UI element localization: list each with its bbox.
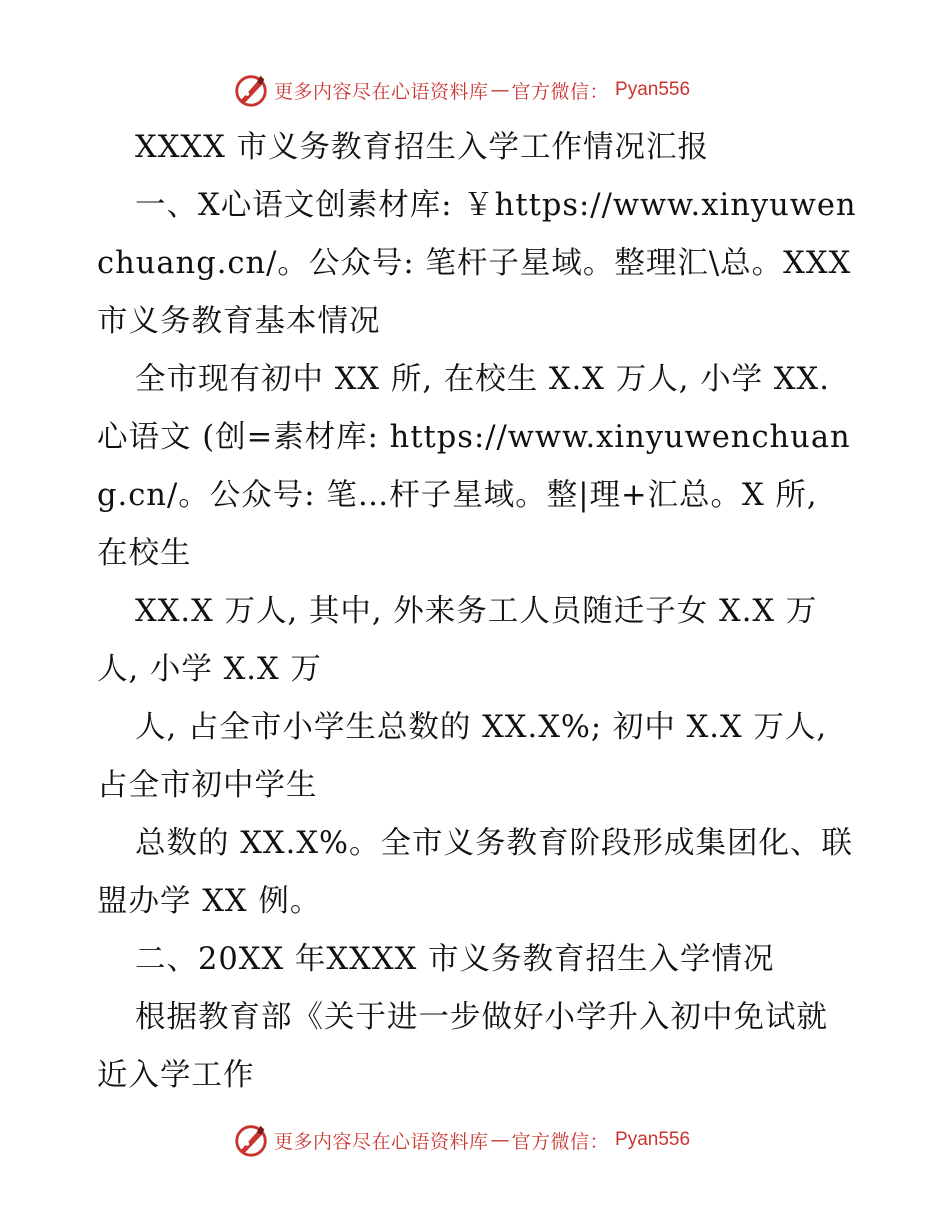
pen-logo-icon: [232, 71, 270, 109]
banner-wechat-label: 官方微信：: [511, 1130, 610, 1153]
banner-wechat-label: 官方微信：: [511, 80, 610, 103]
paragraph-school-count: 全市现有初中 XX 所, 在校生 X.X 万人, 小学 XX.心语文 (创=素材库: https://www.xinyuwenchuang.cn/。公众号: 笔…杆子星域。整|理+汇总。X 所, 在校生: [97, 362, 851, 571]
banner-separator: —: [490, 1129, 510, 1151]
paragraph-section-one: 一、X心语文创素材库: ￥https://www.xinyuwenchuang.cn/。公众号: 笔杆子星域。整理汇\总。XXX 市义务教育基本情况: [97, 188, 857, 339]
paragraph-policy: 根据教育部《关于进一步做好小学升入初中免试就近入学工作: [97, 1000, 828, 1093]
paragraph-primary-share: 人, 占全市小学生总数的 XX.X%; 初中 X.X 万人, 占全市初中学生: [97, 710, 828, 803]
section-two-heading: 二、20XX 年XXXX 市义务教育招生入学情况: [135, 942, 775, 977]
banner-separator: —: [490, 79, 510, 101]
pen-logo-icon: [232, 1121, 270, 1159]
paragraph-group-schools: 总数的 XX.X%。全市义务教育阶段形成集团化、联盟办学 XX 例。: [97, 826, 854, 919]
banner-wechat-id: Pyan556: [615, 79, 691, 100]
paragraph-migrant-students: XX.X 万人, 其中, 外来务工人员随迁子女 X.X 万人, 小学 X.X 万: [97, 594, 818, 687]
footer-banner: [232, 1120, 752, 1160]
banner-text: 更多内容尽在心语资料库: [274, 1130, 489, 1153]
banner-text: 更多内容尽在心语资料库: [274, 80, 489, 103]
banner-wechat-id: Pyan556: [615, 1129, 691, 1150]
header-banner: [232, 70, 752, 110]
document-body: [97, 119, 857, 1105]
document-title: XXXX 市义务教育招生入学工作情况汇报: [135, 130, 710, 165]
